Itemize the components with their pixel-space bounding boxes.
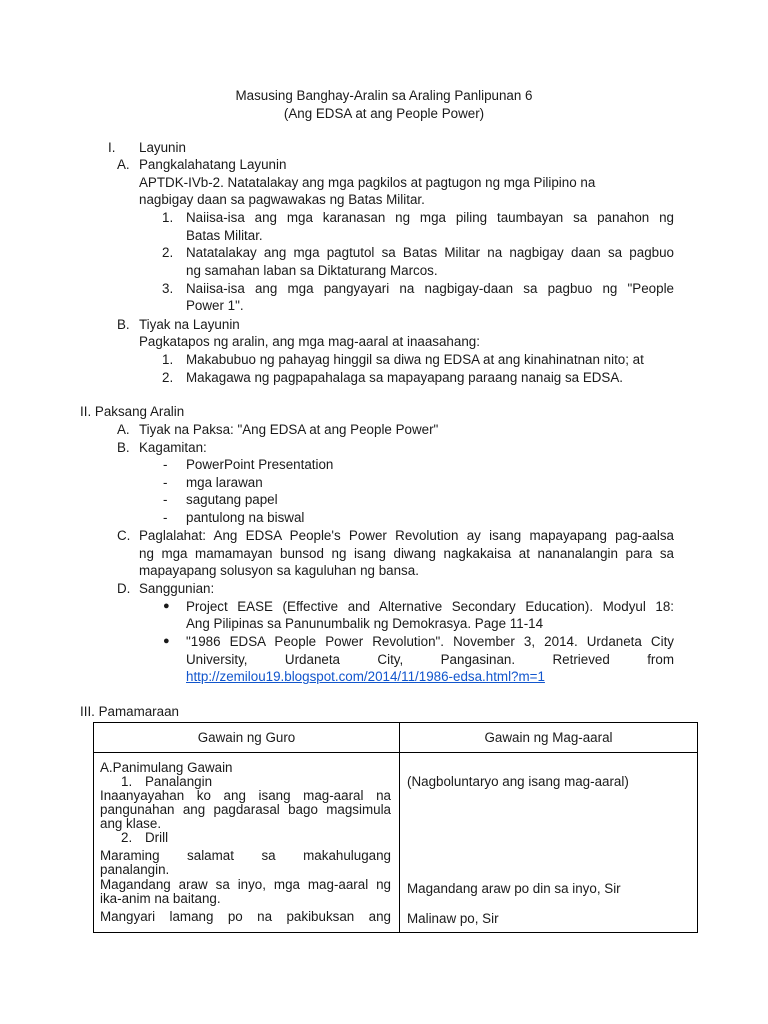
paragraph-line: ng mga mamamayan bunsod ng isang diwang nagkakaisa at nananalangin para sa — [139, 546, 674, 561]
reference-link-line — [186, 668, 545, 686]
paragraph-line: APTDK-IVb-2. Natatalakay ang mga pagkilos at pagtugon ng mga Pilipino na — [139, 175, 596, 190]
list-number: 1. — [121, 774, 133, 789]
section-heading: Layunin — [139, 140, 186, 155]
section-heading: II. Paksang Aralin — [80, 404, 185, 419]
list-item: pantulong na biswal — [186, 510, 305, 525]
dash-marker: - — [163, 492, 168, 507]
document-subtitle: (Ang EDSA at ang People Power) — [283, 106, 485, 121]
list-item-line: Naiisa-isa ang mga karanasan ng mga piling taumbayan sa panahon ng — [186, 210, 674, 225]
student-activity-cell — [400, 753, 698, 933]
section-heading: III. Pamamaraan — [80, 704, 179, 719]
list-marker: B. — [117, 440, 130, 455]
list-marker: B. — [117, 317, 130, 332]
subsection-heading: Kagamitan: — [139, 440, 207, 455]
list-item-line: Power 1". — [186, 298, 244, 313]
cell-line: Maraming salamat sa makahulugang — [100, 848, 391, 863]
column-header-guro: Gawain ng Guro — [94, 723, 400, 753]
subsection-heading: Tiyak na Layunin — [139, 317, 240, 332]
subsection-heading: Pangkalahatang Layunin — [139, 157, 287, 172]
paragraph-line: Pagkatapos ng aralin, ang mga mag-aaral at inaasahang: — [139, 334, 480, 349]
list-item-line: Batas Militar. — [186, 228, 263, 243]
table-row — [94, 753, 698, 933]
paragraph-line: Paglalahat: Ang EDSA People's Power Revolution ay isang mapayapang pag-aalsa — [139, 528, 674, 543]
section-number: I. — [108, 140, 116, 155]
teacher-activity-cell — [94, 753, 400, 933]
bullet-marker: ● — [163, 600, 170, 612]
dash-marker: - — [163, 457, 168, 472]
reference-line: "1986 EDSA People Power Revolution". November 3, 2014. Urdaneta City — [186, 634, 674, 649]
cell-line: pangunahan ang pagdarasal bago magsimula — [100, 802, 391, 817]
procedure-table — [93, 722, 698, 933]
cell-line: (Nagboluntaryo ang isang mag-aaral) — [407, 774, 629, 789]
paragraph-line: mapayapang solusyon sa kaguluhan ng bansa. — [139, 563, 419, 578]
reference-line: Project EASE (Effective and Alternative Secondary Education). Modyul 18: — [186, 599, 674, 614]
table-header-row — [94, 723, 698, 753]
cell-line: Magandang araw po din sa inyo, Sir — [407, 881, 621, 896]
list-marker: A. — [117, 157, 130, 172]
paragraph-line: nagbigay daan sa pagwawakas ng Batas Militar. — [139, 192, 425, 207]
document-title: Masusing Banghay-Aralin sa Araling Panlipunan 6 — [235, 88, 533, 103]
cell-line: Inaanyayahan ko ang isang mag-aaral na — [100, 788, 391, 803]
subsection-heading: Sanggunian: — [139, 581, 215, 596]
reference-line: University, Urdaneta City, Pangasinan. Retrieved from — [186, 652, 674, 667]
reference-line: Ang Pilipinas sa Panunumbalik ng Demokrasya. Page 11-14 — [186, 616, 544, 631]
list-item: PowerPoint Presentation — [186, 457, 334, 472]
list-item-line: Makagawa ng pagpapahalaga sa mapayapang paraang nanaig sa EDSA. — [186, 370, 624, 385]
dash-marker: - — [163, 475, 168, 490]
list-item-line: ng samahan laban sa Diktaturang Marcos. — [186, 263, 438, 278]
list-item-line: Naiisa-isa ang mga pangyayari na nagbigay-daan sa pagbuo ng "People — [186, 281, 674, 296]
cell-line: ang klase. — [100, 816, 162, 831]
list-number: 1. — [162, 210, 174, 225]
list-number: 2. — [162, 245, 174, 260]
bullet-marker: ● — [163, 635, 170, 647]
list-item: Panalangin — [145, 774, 213, 789]
list-marker: C. — [117, 528, 131, 543]
cell-line: ika-anim na baitang. — [100, 891, 221, 906]
list-number: 2. — [162, 370, 174, 385]
list-item: Drill — [145, 830, 169, 845]
cell-line: Magandang araw sa inyo, mga mag-aaral ng — [100, 877, 391, 892]
list-item: sagutang papel — [186, 492, 278, 507]
list-number: 2. — [121, 830, 133, 845]
cell-line: panalangin. — [100, 862, 170, 877]
reference-link[interactable]: http://zemilou19.blogspot.com/2014/11/1986-edsa.html?m=1 — [186, 669, 545, 684]
cell-line: Malinaw po, Sir — [407, 911, 499, 926]
paragraph-line: Tiyak na Paksa: "Ang EDSA at ang People Power" — [139, 422, 439, 437]
cell-line: Mangyari lamang po na pakibuksan ang — [100, 909, 391, 924]
dash-marker: - — [163, 510, 168, 525]
list-marker: A. — [117, 422, 130, 437]
list-item-line: Natatalakay ang mga pagtutol sa Batas Militar na nagbigay daan sa pagbuo — [186, 245, 674, 260]
list-marker: D. — [117, 581, 131, 596]
column-header-mag-aaral: Gawain ng Mag-aaral — [400, 723, 698, 753]
cell-heading: A.Panimulang Gawain — [100, 760, 233, 775]
list-number: 3. — [162, 281, 174, 296]
list-item-line: Makabubuo ng pahayag hinggil sa diwa ng EDSA at ang kinahinatnan nito; at — [186, 352, 644, 367]
list-item: mga larawan — [186, 475, 263, 490]
list-number: 1. — [162, 352, 174, 367]
